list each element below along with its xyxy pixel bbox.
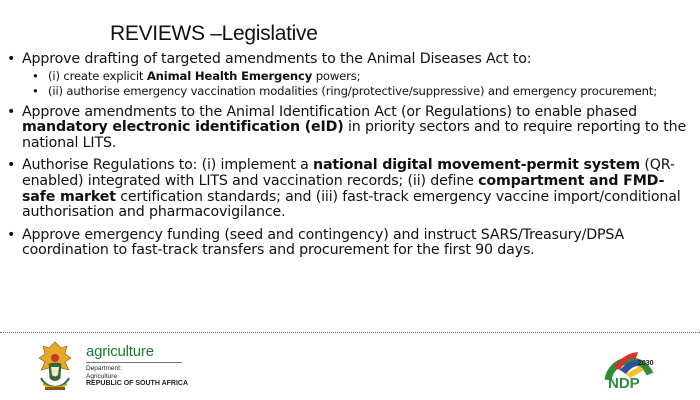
sub-item-bold: Animal Health Emergency	[146, 68, 313, 83]
bullet-text: Authorise Regulations to: (i) implement a	[22, 157, 314, 174]
sub-item-text-end: powers;	[312, 68, 361, 83]
bullet-text: Approve amendments to the Animal Identification Act (or Regulations) to enable phased	[22, 103, 637, 120]
slide-title: REVIEWS –Legislative	[110, 22, 318, 45]
sub-item-vaccination	[30, 85, 690, 98]
bullet-bold-compartment: compartment and FMD-safe market	[22, 172, 665, 205]
department-logo	[86, 343, 188, 388]
department-label: Department:	[86, 365, 122, 372]
slide-content	[6, 52, 690, 266]
bullet-emergency-funding	[6, 228, 690, 259]
bullet-text-mid: (QR-enabled) integrated with LITS and vaccination records; (ii) define	[22, 157, 675, 189]
bullet-text-end: certification standards; and (iii) fast-track emergency vaccine import/conditional authorisation and pharmacovigilance.	[22, 188, 681, 221]
coat-of-arms-icon	[35, 340, 75, 392]
bullet-bold: mandatory electronic identification (eID)	[22, 119, 344, 136]
country-name: REPUBLIC OF SOUTH AFRICA	[86, 380, 189, 387]
bullet-text: Approve drafting of targeted amendments to the Animal Diseases Act to:	[22, 51, 532, 67]
department-rule	[86, 362, 182, 363]
sub-item-emergency-powers	[30, 70, 690, 83]
bullet-animal-identification-act	[6, 105, 690, 152]
footer-divider	[0, 332, 700, 333]
ndp-2030-logo-icon	[600, 344, 658, 392]
department-name: agriculture	[86, 343, 154, 360]
department-title: Agriculture	[86, 372, 118, 380]
bullet-animal-diseases-act	[6, 52, 690, 98]
bullet-text-end: in priority sectors and to require reporting to the national LITS.	[22, 119, 687, 151]
bullet-bold-permit: national digital movement-permit system	[313, 157, 640, 174]
bullet-regulations	[6, 158, 690, 220]
sub-list	[22, 70, 690, 98]
bullet-text: Approve emergency funding (seed and contingency) and instruct SARS/Treasury/DPSA coordination to fast-track transfers and procurement for the first 90 days.	[22, 226, 625, 259]
sub-item-text: (ii) authorise emergency vaccination modalities (ring/protective/suppressive) and emergency procurement;	[48, 83, 657, 98]
ndp-text: NDP	[608, 375, 640, 392]
sub-item-text: (i) create explicit	[48, 68, 147, 83]
ndp-year: 2030	[638, 360, 654, 367]
